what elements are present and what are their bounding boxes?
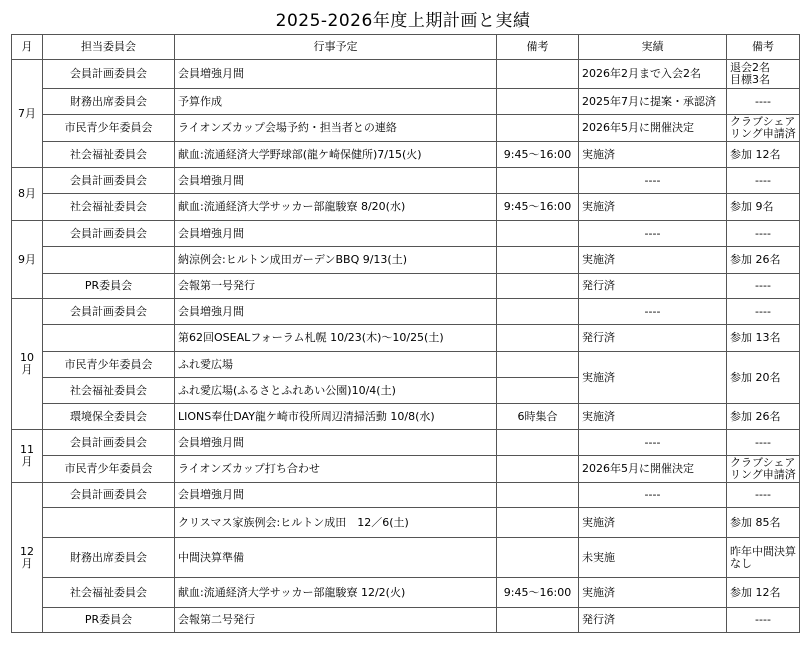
table-row bbox=[12, 508, 800, 538]
remark-cell: ---- bbox=[727, 221, 800, 247]
committee-cell: PR委員会 bbox=[43, 608, 175, 633]
table-row bbox=[12, 89, 800, 115]
committee-cell: 環境保全委員会 bbox=[43, 404, 175, 430]
committee-cell: 会員計画委員会 bbox=[43, 168, 175, 194]
remark-cell: 参加 12名 bbox=[727, 578, 800, 608]
note-cell bbox=[497, 115, 579, 142]
table-row bbox=[12, 578, 800, 608]
plan-cell: LIONS奉仕DAY龍ケ崎市役所周辺清掃活動 10/8(水) bbox=[175, 404, 497, 430]
note-cell: 9:45～16:00 bbox=[497, 142, 579, 168]
plan-cell: 会報第一号発行 bbox=[175, 274, 497, 299]
plan-cell: 会員増強月間 bbox=[175, 430, 497, 456]
table-row bbox=[12, 247, 800, 274]
note-cell bbox=[497, 456, 579, 483]
result-cell: 未実施 bbox=[579, 538, 727, 578]
result-cell: 実施済 bbox=[579, 404, 727, 430]
plan-cell: 献血:流通経済大学野球部(龍ケ崎保健所)7/15(火) bbox=[175, 142, 497, 168]
col-committee-header: 担当委員会 bbox=[43, 35, 175, 60]
committee-cell bbox=[43, 247, 175, 274]
remark-cell: 参加 85名 bbox=[727, 508, 800, 538]
note-cell bbox=[497, 508, 579, 538]
table-row bbox=[12, 608, 800, 633]
note-cell: 6時集合 bbox=[497, 404, 579, 430]
result-cell: 実施済 bbox=[579, 247, 727, 274]
result-cell: 2026年2月まで入会2名 bbox=[579, 60, 727, 89]
plan-cell: 会員増強月間 bbox=[175, 221, 497, 247]
table-row bbox=[12, 194, 800, 221]
committee-cell: 財務出席委員会 bbox=[43, 538, 175, 578]
result-cell: ---- bbox=[579, 483, 727, 508]
result-cell: 発行済 bbox=[579, 608, 727, 633]
remark-cell: ---- bbox=[727, 89, 800, 115]
table-row bbox=[12, 168, 800, 194]
note-cell bbox=[497, 538, 579, 578]
committee-cell: 市民青少年委員会 bbox=[43, 456, 175, 483]
col-result-header: 実績 bbox=[579, 35, 727, 60]
committee-cell: 市民青少年委員会 bbox=[43, 115, 175, 142]
committee-cell: 社会福祉委員会 bbox=[43, 194, 175, 221]
plan-cell: 献血:流通経済大学サッカー部龍駿寮 8/20(水) bbox=[175, 194, 497, 221]
plan-cell: ふれ愛広場 bbox=[175, 352, 497, 378]
committee-cell: 財務出席委員会 bbox=[43, 89, 175, 115]
result-cell: 実施済 bbox=[579, 578, 727, 608]
plan-cell: 第62回OSEALフォーラム札幌 10/23(木)～10/25(土) bbox=[175, 325, 497, 352]
remark-cell: 参加 9名 bbox=[727, 194, 800, 221]
header-row bbox=[12, 35, 800, 60]
remark-cell: 退会2名 目標3名 bbox=[727, 60, 800, 89]
plan-cell: 中間決算準備 bbox=[175, 538, 497, 578]
remark-cell: ---- bbox=[727, 483, 800, 508]
note-cell bbox=[497, 325, 579, 352]
month-cell: 11月 bbox=[12, 430, 43, 483]
remark-cell: ---- bbox=[727, 608, 800, 633]
committee-cell: 会員計画委員会 bbox=[43, 430, 175, 456]
committee-cell: 会員計画委員会 bbox=[43, 483, 175, 508]
month-cell: 12月 bbox=[12, 483, 43, 633]
remark-cell: ---- bbox=[727, 430, 800, 456]
page-title: 2025-2026年度上期計画と実績 bbox=[275, 11, 531, 31]
result-cell: 実施済 bbox=[579, 352, 727, 404]
note-cell bbox=[497, 608, 579, 633]
table-row bbox=[12, 115, 800, 142]
plan-cell: クリスマス家族例会:ヒルトン成田 12／6(土) bbox=[175, 508, 497, 538]
remark-cell: 参加 20名 bbox=[727, 352, 800, 404]
remark-cell: 昨年中間決算なし bbox=[727, 538, 800, 578]
result-cell: 2026年5月に開催決定 bbox=[579, 456, 727, 483]
note-cell bbox=[497, 483, 579, 508]
note-cell: 9:45～16:00 bbox=[497, 194, 579, 221]
table-row bbox=[12, 325, 800, 352]
result-cell: 実施済 bbox=[579, 142, 727, 168]
result-cell: 実施済 bbox=[579, 194, 727, 221]
plan-cell: ライオンズカップ会場予約・担当者との連絡 bbox=[175, 115, 497, 142]
result-cell: ---- bbox=[579, 299, 727, 325]
table-row bbox=[12, 538, 800, 578]
result-cell: 発行済 bbox=[579, 325, 727, 352]
month-cell: 7月 bbox=[12, 60, 43, 168]
remark-cell: 参加 26名 bbox=[727, 247, 800, 274]
note-cell bbox=[497, 274, 579, 299]
table-row bbox=[12, 352, 800, 378]
note-cell bbox=[497, 247, 579, 274]
committee-cell: 市民青少年委員会 bbox=[43, 352, 175, 378]
month-cell: 8月 bbox=[12, 168, 43, 221]
result-cell: ---- bbox=[579, 168, 727, 194]
remark-cell: ---- bbox=[727, 274, 800, 299]
note-cell bbox=[497, 60, 579, 89]
committee-cell bbox=[43, 325, 175, 352]
table-row bbox=[12, 274, 800, 299]
remark-cell: ---- bbox=[727, 299, 800, 325]
note-cell bbox=[497, 299, 579, 325]
month-cell: 10月 bbox=[12, 299, 43, 430]
plan-cell: 会員増強月間 bbox=[175, 60, 497, 89]
note-cell bbox=[497, 430, 579, 456]
table-row bbox=[12, 430, 800, 456]
result-cell: 発行済 bbox=[579, 274, 727, 299]
committee-cell: 社会福祉委員会 bbox=[43, 142, 175, 168]
remark-cell: 参加 12名 bbox=[727, 142, 800, 168]
plan-cell: 会員増強月間 bbox=[175, 299, 497, 325]
remark-cell: クラブシェアリング申請済 bbox=[727, 456, 800, 483]
committee-cell: 社会福祉委員会 bbox=[43, 578, 175, 608]
committee-cell: PR委員会 bbox=[43, 274, 175, 299]
table-row bbox=[12, 456, 800, 483]
plan-cell: 予算作成 bbox=[175, 89, 497, 115]
month-cell: 9月 bbox=[12, 221, 43, 299]
table-row bbox=[12, 221, 800, 247]
col-remark-header: 備考 bbox=[727, 35, 800, 60]
committee-cell: 社会福祉委員会 bbox=[43, 378, 175, 404]
col-note-header: 備考 bbox=[497, 35, 579, 60]
table-row bbox=[12, 142, 800, 168]
note-cell bbox=[497, 89, 579, 115]
table-row bbox=[12, 299, 800, 325]
remark-cell: 参加 13名 bbox=[727, 325, 800, 352]
plan-cell: 納涼例会:ヒルトン成田ガーデンBBQ 9/13(土) bbox=[175, 247, 497, 274]
note-cell bbox=[497, 221, 579, 247]
result-cell: 2026年5月に開催決定 bbox=[579, 115, 727, 142]
remark-cell: クラブシェアリング申請済 bbox=[727, 115, 800, 142]
remark-cell: ---- bbox=[727, 168, 800, 194]
plan-cell: ライオンズカップ打ち合わせ bbox=[175, 456, 497, 483]
plan-cell: 会員増強月間 bbox=[175, 483, 497, 508]
table-row bbox=[12, 60, 800, 89]
note-cell: 9:45～16:00 bbox=[497, 578, 579, 608]
result-cell: ---- bbox=[579, 221, 727, 247]
col-plan-header: 行事予定 bbox=[175, 35, 497, 60]
committee-cell: 会員計画委員会 bbox=[43, 299, 175, 325]
plan-cell: 会報第二号発行 bbox=[175, 608, 497, 633]
plan-cell: 献血:流通経済大学サッカー部龍駿寮 12/2(火) bbox=[175, 578, 497, 608]
plan-cell: 会員増強月間 bbox=[175, 168, 497, 194]
committee-cell bbox=[43, 508, 175, 538]
plan-results-table bbox=[11, 34, 800, 633]
committee-cell: 会員計画委員会 bbox=[43, 60, 175, 89]
note-cell bbox=[497, 378, 579, 404]
result-cell: 2025年7月に提案・承認済 bbox=[579, 89, 727, 115]
committee-cell: 会員計画委員会 bbox=[43, 221, 175, 247]
note-cell bbox=[497, 352, 579, 378]
table-row bbox=[12, 404, 800, 430]
remark-cell: 参加 26名 bbox=[727, 404, 800, 430]
plan-cell: ふれ愛広場(ふるさとふれあい公園)10/4(土) bbox=[175, 378, 497, 404]
table-row bbox=[12, 483, 800, 508]
result-cell: 実施済 bbox=[579, 508, 727, 538]
note-cell bbox=[497, 168, 579, 194]
col-month-header: 月 bbox=[12, 35, 43, 60]
result-cell: ---- bbox=[579, 430, 727, 456]
